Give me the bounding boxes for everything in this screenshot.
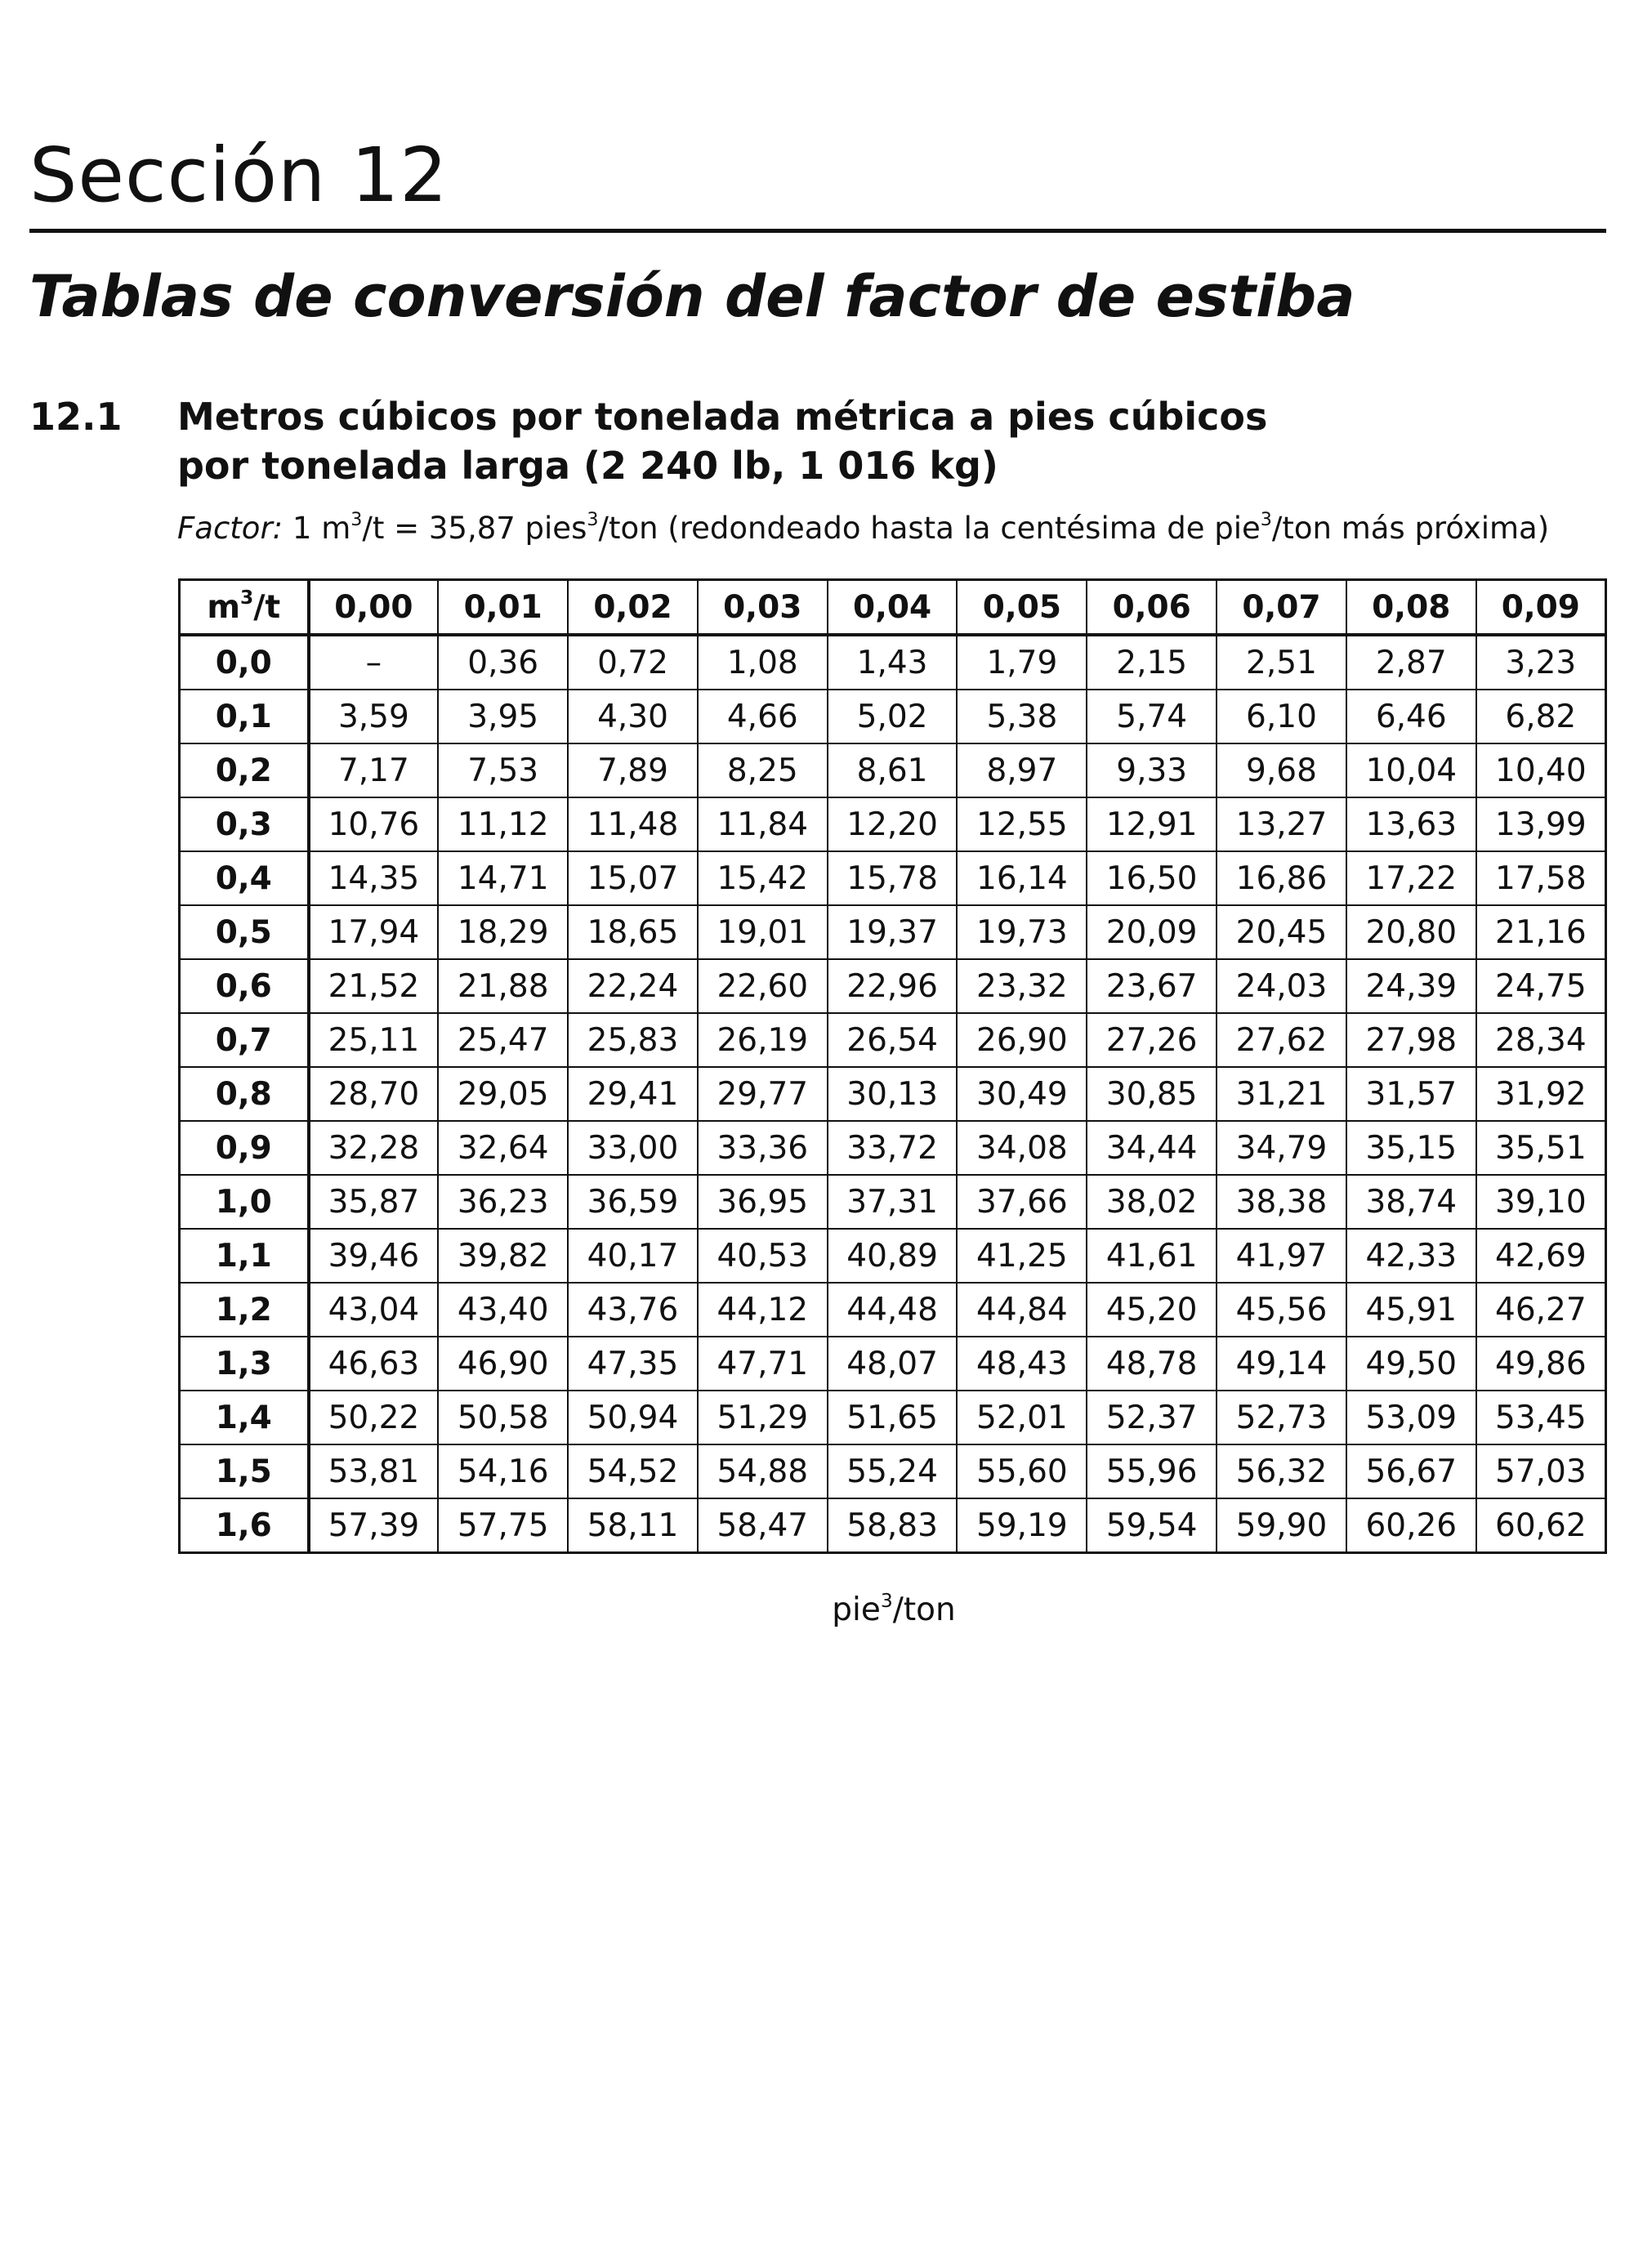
table-cell: 44,48 [828,1283,958,1337]
column-header: 0,00 [309,580,439,636]
table-cell: 24,03 [1217,959,1346,1013]
table-row [180,1067,1606,1121]
table-cell: 42,69 [1476,1229,1606,1283]
unit-sup: 3 [880,1588,893,1612]
table-cell: 33,00 [568,1121,698,1175]
table-row [180,1229,1606,1283]
table-cell: 33,72 [828,1121,958,1175]
table-cell: 39,10 [1476,1175,1606,1229]
column-header: 0,02 [568,580,698,636]
subsection-heading [177,392,1566,490]
table-cell: 24,75 [1476,959,1606,1013]
table-row [180,959,1606,1013]
table-cell: 35,87 [309,1175,439,1229]
table-cell: 42,33 [1346,1229,1476,1283]
table-cell: 12,91 [1087,797,1217,851]
table-cell: 38,02 [1087,1175,1217,1229]
table-cell: 8,97 [957,743,1087,797]
table-cell: 51,29 [698,1391,828,1444]
table-cell: 53,45 [1476,1391,1606,1444]
table-cell: 5,74 [1087,690,1217,743]
table-cell: 4,66 [698,690,828,743]
row-header: 0,8 [180,1067,309,1121]
column-header: 0,08 [1346,580,1476,636]
table-cell: 10,04 [1346,743,1476,797]
table-cell: 29,05 [438,1067,568,1121]
table-cell: 45,56 [1217,1283,1346,1337]
table-cell: 36,95 [698,1175,828,1229]
table-cell: 53,81 [309,1444,439,1498]
table-row [180,1013,1606,1067]
table-cell: 14,71 [438,851,568,905]
table-cell: 31,92 [1476,1067,1606,1121]
table-cell: 60,26 [1346,1498,1476,1553]
table-cell: 22,60 [698,959,828,1013]
table-cell: 25,47 [438,1013,568,1067]
table-cell: 59,19 [957,1498,1087,1553]
table-cell: 15,78 [828,851,958,905]
table-cell: 9,68 [1217,743,1346,797]
table-cell: 1,79 [957,635,1087,690]
table-cell: 3,23 [1476,635,1606,690]
row-header: 1,4 [180,1391,309,1444]
table-cell: 20,80 [1346,905,1476,959]
table-cell: 20,09 [1087,905,1217,959]
column-header: 0,04 [828,580,958,636]
table-cell: 57,75 [438,1498,568,1553]
table-cell: 30,49 [957,1067,1087,1121]
table-cell: 17,58 [1476,851,1606,905]
table-cell: 10,40 [1476,743,1606,797]
table-cell: 22,24 [568,959,698,1013]
table-cell: 29,41 [568,1067,698,1121]
table-cell: 41,25 [957,1229,1087,1283]
table-cell: 7,17 [309,743,439,797]
table-cell: 52,37 [1087,1391,1217,1444]
table-cell: 19,37 [828,905,958,959]
factor-sup-2: 3 [587,509,599,531]
unit-label [0,1590,1634,1631]
table-cell: 55,96 [1087,1444,1217,1498]
table-cell: 11,48 [568,797,698,851]
table-cell: 60,62 [1476,1498,1606,1553]
row-header: 1,1 [180,1229,309,1283]
row-header: 0,9 [180,1121,309,1175]
table-cell: 5,38 [957,690,1087,743]
table-cell: 43,40 [438,1283,568,1337]
table-cell: 36,59 [568,1175,698,1229]
table-cell: 6,82 [1476,690,1606,743]
table-cell: 17,22 [1346,851,1476,905]
section-title: Sección 12 [29,132,449,219]
table-row [180,690,1606,743]
table-cell: 34,44 [1087,1121,1217,1175]
row-header: 1,3 [180,1337,309,1391]
table-cell: 3,95 [438,690,568,743]
table-cell: 22,96 [828,959,958,1013]
row-header: 0,5 [180,905,309,959]
table-cell: 4,30 [568,690,698,743]
section-divider [29,229,1606,233]
table-cell: 18,29 [438,905,568,959]
table-cell: 54,52 [568,1444,698,1498]
table-row [180,1444,1606,1498]
table-cell: 19,73 [957,905,1087,959]
row-header: 0,0 [180,635,309,690]
table-cell: 14,35 [309,851,439,905]
table-cell: 40,17 [568,1229,698,1283]
row-header: 1,5 [180,1444,309,1498]
table-cell: 39,82 [438,1229,568,1283]
table-cell: 10,76 [309,797,439,851]
table-cell: 12,55 [957,797,1087,851]
table-cell: 37,66 [957,1175,1087,1229]
table-cell: – [309,635,439,690]
table-cell: 57,03 [1476,1444,1606,1498]
table-cell: 48,07 [828,1337,958,1391]
table-cell: 59,54 [1087,1498,1217,1553]
table-cell: 48,43 [957,1337,1087,1391]
table-cell: 27,26 [1087,1013,1217,1067]
table-cell: 38,74 [1346,1175,1476,1229]
column-header: 0,06 [1087,580,1217,636]
table-cell: 7,89 [568,743,698,797]
row-header: 1,6 [180,1498,309,1553]
factor-sup-3: 3 [1260,509,1272,531]
table-cell: 12,20 [828,797,958,851]
table-cell: 52,73 [1217,1391,1346,1444]
corner-base: m [207,588,240,626]
table-cell: 7,53 [438,743,568,797]
table-cell: 44,12 [698,1283,828,1337]
table-cell: 20,45 [1217,905,1346,959]
table-cell: 1,43 [828,635,958,690]
factor-text-a: 1 m [283,511,351,546]
table-cell: 27,62 [1217,1013,1346,1067]
table-cell: 54,16 [438,1444,568,1498]
table-cell: 51,65 [828,1391,958,1444]
table-cell: 0,36 [438,635,568,690]
table-row [180,1175,1606,1229]
table-cell: 21,88 [438,959,568,1013]
table-cell: 11,84 [698,797,828,851]
table-cell: 55,24 [828,1444,958,1498]
table-cell: 56,67 [1346,1444,1476,1498]
row-header: 0,4 [180,851,309,905]
corner-header [180,580,309,636]
row-header: 0,2 [180,743,309,797]
table-cell: 49,14 [1217,1337,1346,1391]
table-cell: 59,90 [1217,1498,1346,1553]
corner-rest: /t [253,588,281,626]
table-cell: 58,11 [568,1498,698,1553]
table-cell: 40,89 [828,1229,958,1283]
table-cell: 54,88 [698,1444,828,1498]
column-header: 0,03 [698,580,828,636]
table-cell: 2,15 [1087,635,1217,690]
table-cell: 50,58 [438,1391,568,1444]
table-cell: 50,22 [309,1391,439,1444]
row-header: 1,0 [180,1175,309,1229]
subsection-number: 12.1 [29,395,123,439]
row-header: 0,1 [180,690,309,743]
column-header: 0,05 [957,580,1087,636]
table-cell: 24,39 [1346,959,1476,1013]
table-cell: 45,20 [1087,1283,1217,1337]
table-cell: 26,19 [698,1013,828,1067]
table-cell: 47,35 [568,1337,698,1391]
table-cell: 46,63 [309,1337,439,1391]
table-cell: 52,01 [957,1391,1087,1444]
table-cell: 33,36 [698,1121,828,1175]
table-cell: 8,25 [698,743,828,797]
table-row [180,797,1606,851]
table-cell: 11,12 [438,797,568,851]
table-cell: 47,71 [698,1337,828,1391]
table-cell: 30,13 [828,1067,958,1121]
table-cell: 27,98 [1346,1013,1476,1067]
table-cell: 26,54 [828,1013,958,1067]
table-cell: 32,64 [438,1121,568,1175]
table-cell: 34,79 [1217,1121,1346,1175]
table-cell: 21,16 [1476,905,1606,959]
table-cell: 25,11 [309,1013,439,1067]
table-cell: 6,10 [1217,690,1346,743]
table-cell: 1,08 [698,635,828,690]
table-cell: 25,83 [568,1013,698,1067]
table-cell: 35,15 [1346,1121,1476,1175]
factor-sup-1: 3 [350,509,363,531]
conversion-factor-note [177,508,1549,549]
table-cell: 15,42 [698,851,828,905]
factor-text-c: /ton (redondeado hasta la centésima de pie [598,511,1261,546]
table-cell: 49,50 [1346,1337,1476,1391]
unit-rest: /ton [892,1592,956,1628]
table-cell: 28,34 [1476,1013,1606,1067]
row-header: 1,2 [180,1283,309,1337]
table-cell: 41,97 [1217,1229,1346,1283]
row-header: 0,3 [180,797,309,851]
factor-text-d: /ton más próxima) [1271,511,1550,546]
table-cell: 53,09 [1346,1391,1476,1444]
table-cell: 40,53 [698,1229,828,1283]
factor-label: Factor: [177,511,283,546]
table-cell: 35,51 [1476,1121,1606,1175]
table-cell: 13,63 [1346,797,1476,851]
subsection-heading-line-1: Metros cúbicos por tonelada métrica a pies cúbicos [177,395,1268,439]
table-cell: 8,61 [828,743,958,797]
factor-text-b: /t = 35,87 pies [362,511,587,546]
table-cell: 9,33 [1087,743,1217,797]
unit-base: pie [832,1592,881,1628]
table-cell: 23,67 [1087,959,1217,1013]
table-cell: 31,57 [1346,1067,1476,1121]
table-cell: 2,87 [1346,635,1476,690]
table-cell: 43,76 [568,1283,698,1337]
table-cell: 44,84 [957,1283,1087,1337]
table-cell: 45,91 [1346,1283,1476,1337]
column-header: 0,09 [1476,580,1606,636]
table-cell: 34,08 [957,1121,1087,1175]
table-cell: 28,70 [309,1067,439,1121]
table-cell: 3,59 [309,690,439,743]
table-cell: 5,02 [828,690,958,743]
table-cell: 16,14 [957,851,1087,905]
corner-sup: 3 [239,586,254,609]
table-cell: 15,07 [568,851,698,905]
table-cell: 49,86 [1476,1337,1606,1391]
table-cell: 43,04 [309,1283,439,1337]
table-cell: 58,83 [828,1498,958,1553]
row-header: 0,7 [180,1013,309,1067]
table-cell: 6,46 [1346,690,1476,743]
table-row [180,1337,1606,1391]
table-cell: 50,94 [568,1391,698,1444]
section-subtitle: Tablas de conversión del factor de estiba [29,263,1355,330]
table-cell: 0,72 [568,635,698,690]
table-cell: 21,52 [309,959,439,1013]
table-cell: 26,90 [957,1013,1087,1067]
table-row [180,905,1606,959]
table-cell: 37,31 [828,1175,958,1229]
table-row [180,1121,1606,1175]
table-cell: 56,32 [1217,1444,1346,1498]
table-cell: 36,23 [438,1175,568,1229]
table-cell: 18,65 [568,905,698,959]
table-cell: 39,46 [309,1229,439,1283]
table-cell: 55,60 [957,1444,1087,1498]
table-cell: 16,50 [1087,851,1217,905]
subsection-heading-line-2: por tonelada larga (2 240 lb, 1 016 kg) [177,444,998,488]
table-cell: 30,85 [1087,1067,1217,1121]
table-cell: 17,94 [309,905,439,959]
table-cell: 46,27 [1476,1283,1606,1337]
table-cell: 38,38 [1217,1175,1346,1229]
table-cell: 19,01 [698,905,828,959]
table-cell: 41,61 [1087,1229,1217,1283]
table-cell: 31,21 [1217,1067,1346,1121]
table-row [180,743,1606,797]
table-row [180,1283,1606,1337]
table-row [180,635,1606,690]
table-cell: 57,39 [309,1498,439,1553]
table-row [180,1391,1606,1444]
table-cell: 16,86 [1217,851,1346,905]
table-body [180,635,1606,1553]
table-cell: 58,47 [698,1498,828,1553]
table-cell: 29,77 [698,1067,828,1121]
row-header: 0,6 [180,959,309,1013]
column-header: 0,01 [438,580,568,636]
table-cell: 32,28 [309,1121,439,1175]
conversion-table [178,578,1607,1554]
table-row [180,851,1606,905]
table-cell: 46,90 [438,1337,568,1391]
table-cell: 2,51 [1217,635,1346,690]
table-cell: 13,99 [1476,797,1606,851]
table-cell: 23,32 [957,959,1087,1013]
table-header-row [180,580,1606,636]
table-cell: 48,78 [1087,1337,1217,1391]
table-cell: 13,27 [1217,797,1346,851]
column-header: 0,07 [1217,580,1346,636]
table-row [180,1498,1606,1553]
